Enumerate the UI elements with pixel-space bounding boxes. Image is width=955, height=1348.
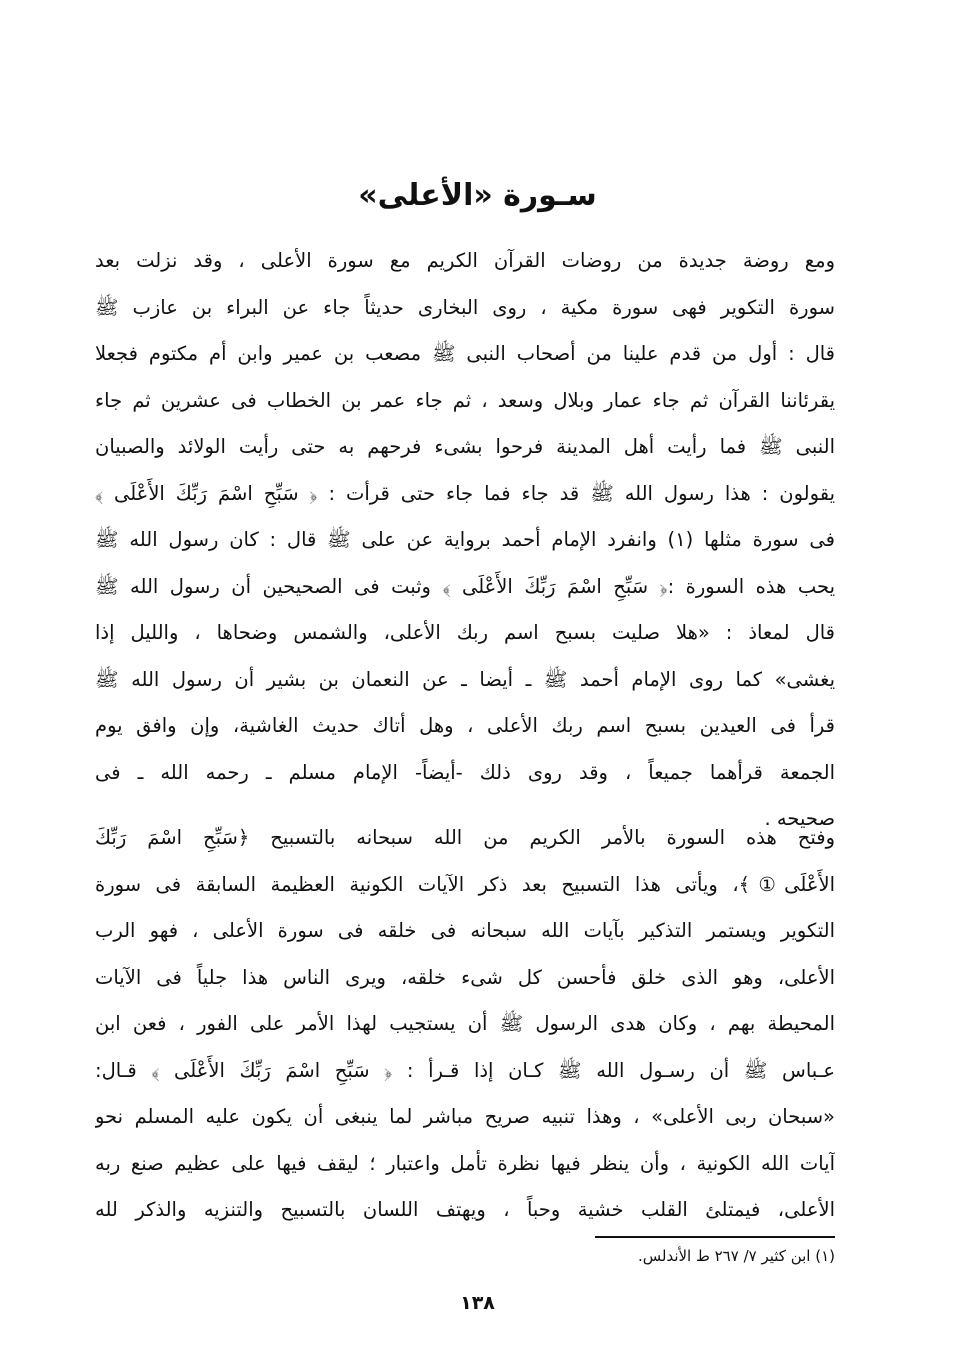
text-line: قال لمعاذ : «هلا صليت بسبح اسم ربك الأعلى، والشمس وضحاها ، والليل إذا xyxy=(95,621,835,644)
footnote: (١) ابن كثير ٧/ ٢٦٧ ط الأندلس. xyxy=(637,1247,835,1265)
text-line: التكوير ويستمر التذكير بآيات الله سبحانه فى خلقه فى سورة الأعلى ، فهو الرب xyxy=(95,919,835,942)
text-line: الجمعة قرأهما جميعاً ، وقد روى ذلك -أيضاً- الإمام مسلم ـ رحمه الله ـ فى xyxy=(95,760,835,784)
text-line: فى سورة مثلها (١) وانفرد الإمام أحمد برواية عن على ﷺ قال : كان رسول الله ﷺ xyxy=(95,528,835,551)
paragraph-opening xyxy=(95,815,835,1234)
text-line: الأعلى، فيمتلئ القلب خشية وحباً ، ويهتف اللسان بالتسبيح والتنزيه والذكر لله xyxy=(95,1198,835,1221)
text-line: سورة التكوير فهى سورة مكية ، روى البخارى حديثاً جاء عن البراء بن عازب ﷺ xyxy=(95,295,835,319)
text-line: المحيطة بهم ، وكان هدى الرسول ﷺ أن يستجيب لهذا الأمر على الفور ، فعن ابن xyxy=(95,1012,835,1035)
text-line: صحيحه . xyxy=(764,807,835,830)
text-line: الأعلى، وهو الذى خلق فأحسن كل شىء خلقه، ويرى الناس هذا جلياً فى الآيات xyxy=(95,965,835,989)
text-line: «سبحان ربى الأعلى» ، وهذا تنبيه صريح مباشر لما ينبغى أن يكون عليه المسلم نحو xyxy=(95,1105,835,1128)
text-line: قرأ فى العيدين بسبح اسم ربك الأعلى ، وهل أتاك حديث الغاشية، وإن وافق يوم xyxy=(95,714,835,737)
text-line: يحب هذه السورة :﴿ سَبِّحِ اسْمَ رَبِّكَ الأَعْلَى ﴾ وثبت فى الصحيحين أن رسول الله ﷺ xyxy=(95,574,835,598)
text-line: آيات الله الكونية ، وأن ينظر فيها نظرة تأمل واعتبار ؛ ليقف فيها على عظيم صنع ربه xyxy=(95,1151,835,1175)
footnote-divider xyxy=(595,1236,835,1238)
text-line: الأَعْلَى①﴾، ويأتى هذا التسبيح بعد ذكر الآيات الكونية العظيمة السابقة فى سورة xyxy=(95,872,835,896)
paragraph-intro xyxy=(95,238,835,843)
page-number: ١٣٨ xyxy=(460,1292,495,1314)
text-line: يقرئاننا القرآن ثم جاء عمار وبلال وسعد ، ثم جاء عمر بن الخطاب فى عشرين ثم جاء xyxy=(95,388,835,412)
text-line: وفتح هذه السورة بالأمر الكريم من الله سبحانه بالتسبيح ﴿سَبِّحِ اسْمَ رَبِّكَ xyxy=(95,826,835,849)
text-line: ومع روضة جديدة من روضات القرآن الكريم مع سورة الأعلى ، وقد نزلت بعد xyxy=(95,249,835,272)
text-line: النبى ﷺ فما رأيت أهل المدينة فرحوا بشىء فرحهم به حتى رأيت الولائد والصبيان xyxy=(95,435,835,458)
text-line: قال : أول من قدم علينا من أصحاب النبى ﷺ مصعب بن عمير وابن أم مكتوم فجعلا xyxy=(95,342,835,365)
text-line: عـباس ﷺ أن رسـول الله ﷺ كـان إذا قـرأ : ﴿ سَبِّحِ اسْمَ رَبِّكَ الأَعْلَى ﴾ قـال: xyxy=(95,1058,835,1082)
chapter-title: سـورة «الأعلى» xyxy=(358,178,597,213)
text-line: يقولون : هذا رسول الله ﷺ قد جاء فما جاء حتى قرأت : ﴿ سَبِّحِ اسْمَ رَبِّكَ الأَعْلَى ﴾ xyxy=(95,481,835,505)
text-line: يغشى» كما روى الإمام أحمد ﷺ ـ أيضا ـ عن النعمان بن بشير أن رسول الله ﷺ xyxy=(95,667,835,691)
